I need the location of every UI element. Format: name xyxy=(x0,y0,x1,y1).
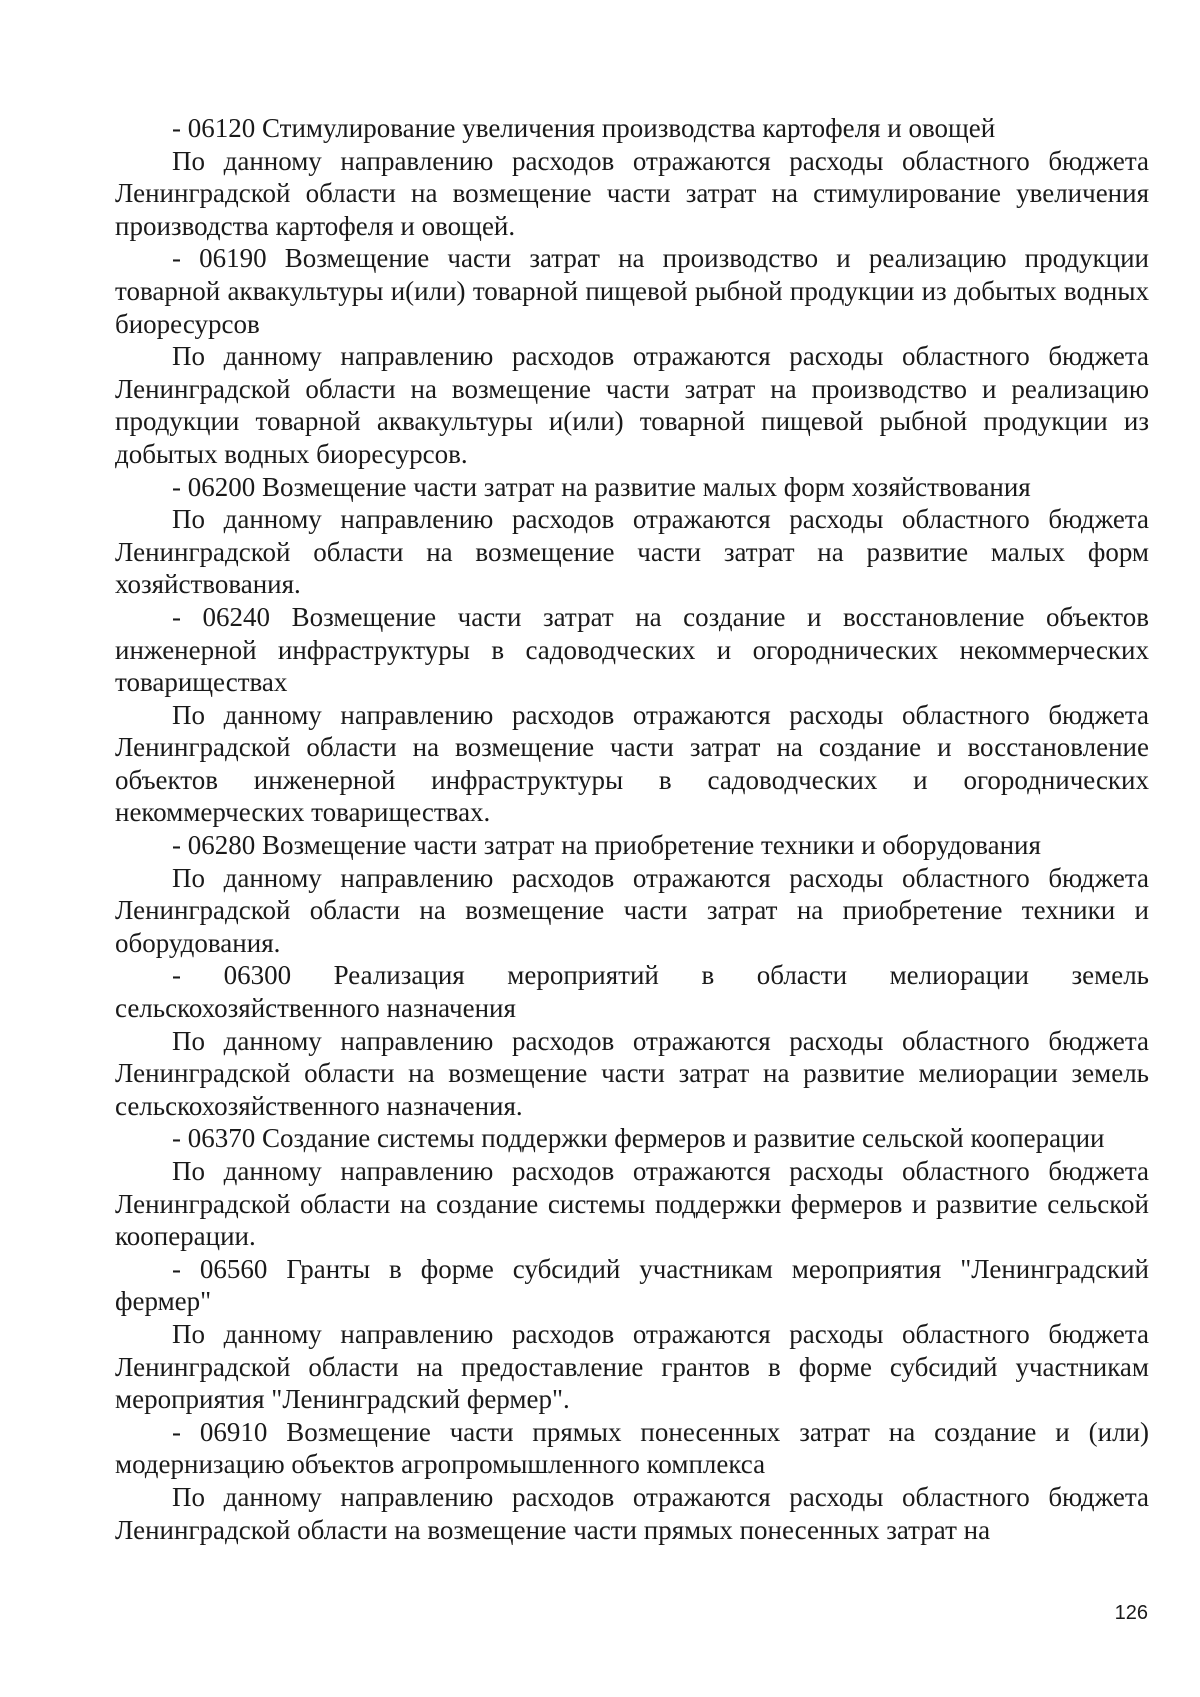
paragraph-06280: По данному направлению расходов отражаются расходы областного бюджета Ленинградской области на возмещение части затрат на приобретение техники и оборудования. xyxy=(115,862,1149,958)
document-body xyxy=(115,112,1149,1546)
heading-06120: - 06120 Стимулирование увеличения производства картофеля и овощей xyxy=(172,113,996,143)
paragraph-06200: По данному направлению расходов отражаются расходы областного бюджета Ленинградской области на возмещение части затрат на развитие малых форм хозяйствования. xyxy=(115,504,1149,600)
paragraph-06120: По данному направлению расходов отражаются расходы областного бюджета Ленинградской области на возмещение части затрат на стимулирование увеличения производства картофеля и овощей. xyxy=(115,145,1149,241)
page-number: 126 xyxy=(1114,1602,1148,1624)
heading-06560: - 06560 Гранты в форме субсидий участникам мероприятия "Ленинградский фермер" xyxy=(115,1253,1149,1317)
heading-06240: - 06240 Возмещение части затрат на создание и восстановление объектов инженерной инфраструктуры в садоводческих и огороднических некоммерческих товариществах xyxy=(115,601,1149,698)
heading-06910: - 06910 Возмещение части прямых понесенных затрат на создание и (или) модернизацию объектов агропромышленного комплекса xyxy=(115,1416,1149,1480)
paragraph-06370: По данному направлению расходов отражаются расходы областного бюджета Ленинградской области на создание системы поддержки фермеров и развитие сельской кооперации. xyxy=(115,1156,1149,1252)
paragraph-06910: По данному направлению расходов отражаются расходы областного бюджета Ленинградской области на возмещение части прямых понесенных затрат на xyxy=(115,1481,1149,1545)
heading-06280: - 06280 Возмещение части затрат на приобретение техники и оборудования xyxy=(172,830,1041,861)
paragraph-06240: По данному направлению расходов отражаются расходы областного бюджета Ленинградской области на возмещение части затрат на создание и восстановление объектов инженерной инфраструктуры в садоводческих и огороднических некоммерческих товариществах. xyxy=(115,699,1149,828)
paragraph-06190: По данному направлению расходов отражаются расходы областного бюджета Ленинградской области на возмещение части затрат на производство и реализацию продукции товарной аквакультуры и(или) товарной пищевой рыбной продукции из добытых водных биоресурсов. xyxy=(115,341,1149,469)
heading-06370: - 06370 Создание системы поддержки фермеров и развитие сельской кооперации xyxy=(172,1123,1105,1154)
heading-06190: - 06190 Возмещение части затрат на производство и реализацию продукции товарной аквакультуры и(или) товарной пищевой рыбной продукции из добытых водных биоресурсов xyxy=(115,243,1149,339)
heading-06300: - 06300 Реализация мероприятий в области мелиорации земель сельскохозяйственного назначения xyxy=(115,960,1149,1024)
paragraph-06300: По данному направлению расходов отражаются расходы областного бюджета Ленинградской области на возмещение части затрат на развитие мелиорации земель сельскохозяйственного назначения. xyxy=(115,1025,1149,1121)
paragraph-06560: По данному направлению расходов отражаются расходы областного бюджета Ленинградской области на предоставление грантов в форме субсидий участникам мероприятия "Ленинградский фермер". xyxy=(115,1318,1149,1415)
heading-06200: - 06200 Возмещение части затрат на развитие малых форм хозяйствования xyxy=(172,471,1031,502)
